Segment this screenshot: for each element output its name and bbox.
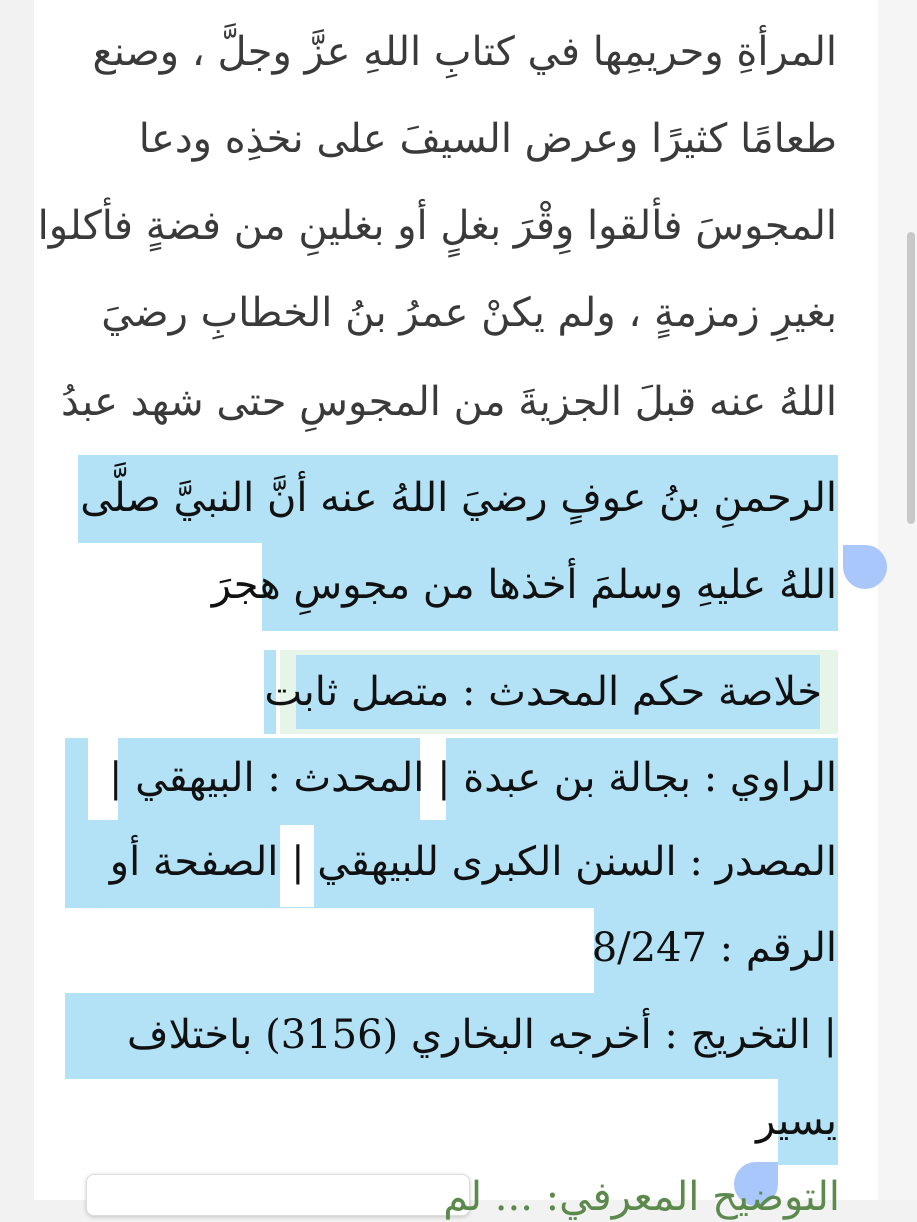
article-line: المرأةِ وحريمِها في كتابِ اللهِ عزَّ وجلَّ ، وصنع	[92, 29, 837, 75]
ruling-page-number: الرقم : 8/247	[591, 925, 837, 971]
ruling-source: المصدر : السنن الكبرى للبيهقي | الصفحة أو	[109, 839, 837, 885]
right-gutter	[878, 0, 917, 1200]
footer-partial-text: التوضيح المعرفي: ... لم	[443, 1174, 840, 1220]
ruling-takhrij: | التخريج : أخرجه البخاري (3156) باختلاف	[126, 1012, 837, 1058]
article-line: طعامًا كثيرًا وعرض السيفَ على نخذِه ودعا	[138, 116, 837, 162]
article-line: بغيرِ زمزمةٍ ، ولم يكنْ عمرُ بنُ الخطابِ رضيَ	[101, 290, 837, 336]
ruling-narrator: الراوي : بجالة بن عبدة | المحدث : البيهقي |	[108, 755, 837, 801]
scrollbar-thumb[interactable]	[907, 232, 915, 524]
selected-line: الرحمنِ بنُ عوفٍ رضيَ اللهُ عنه أنَّ النبيَّ صلَّى	[80, 475, 837, 521]
ruling-summary: خلاصة حكم المحدث : متصل ثابت	[264, 669, 822, 715]
ruling-takhrij-end: يسير	[756, 1098, 837, 1144]
article-line: اللهُ عنه قبلَ الجزيةَ من المجوسِ حتى شهد عبدُ	[61, 379, 837, 425]
left-gutter	[0, 0, 34, 1200]
article-line: المجوسَ فألقوا وِقْرَ بغلٍ أو بغلينِ من فضةٍ فأكلوا	[37, 203, 837, 249]
selection-start-handle[interactable]	[843, 545, 887, 589]
selected-line: اللهُ عليهِ وسلمَ أخذها من مجوسِ هجرَ	[211, 562, 837, 608]
